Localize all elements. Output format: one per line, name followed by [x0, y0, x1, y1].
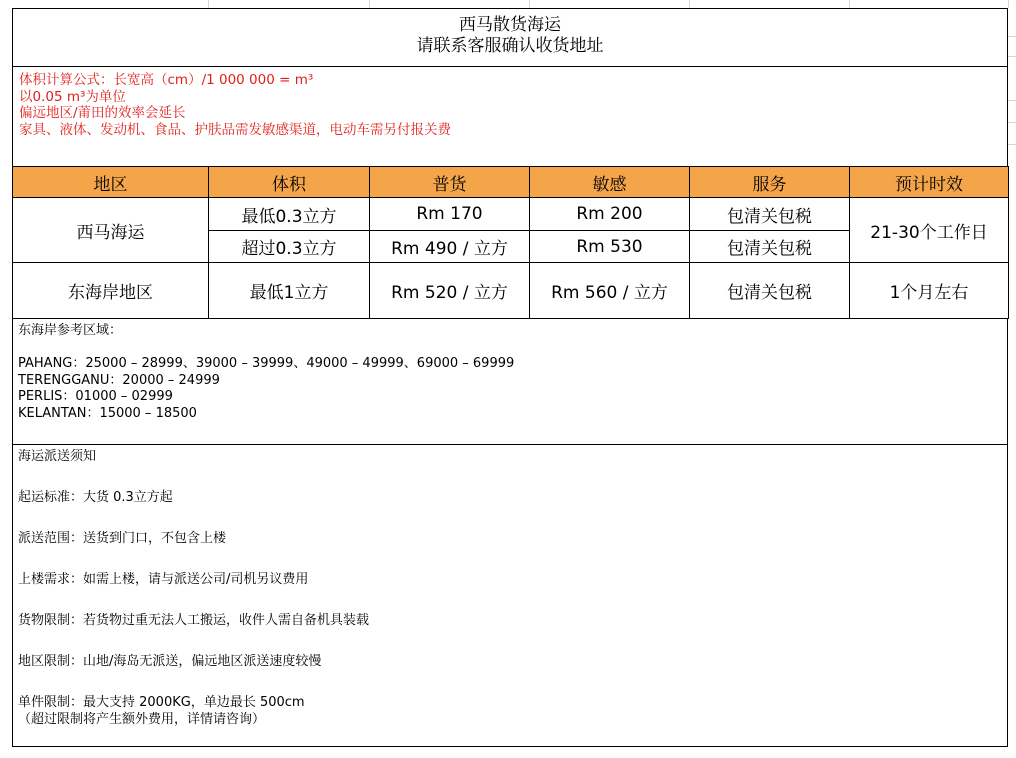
- rate-table: [12, 166, 1009, 319]
- east-general: Rm 520 / 立方: [370, 263, 530, 319]
- header-region: 地区: [13, 167, 209, 198]
- west-eta-cell: 21-30个工作日: [850, 198, 1009, 263]
- note-remote-areas: 偏远地区/莆田的效率会延长: [19, 105, 186, 121]
- notice-heading: 海运派送须知: [18, 449, 97, 464]
- west-service-2: 包清关包税: [690, 231, 850, 263]
- west-general-1: Rm 170: [370, 198, 530, 231]
- west-service-1: 包清关包税: [690, 198, 850, 231]
- title-line-1: 西马散货海运: [459, 15, 561, 35]
- header-eta: 预计时效: [850, 167, 1009, 198]
- notes-block: [12, 66, 1008, 166]
- notice-item-start-standard: 起运标准：大货 0.3立方起: [18, 490, 173, 505]
- east-service: 包清关包税: [690, 263, 850, 319]
- header-sensitive: 敏感: [530, 167, 690, 198]
- west-general-2: Rm 490 / 立方: [370, 231, 530, 263]
- west-volume-1: 最低0.3立方: [209, 198, 370, 231]
- note-sensitive-goods: 家具、液体、发动机、食品、护肤品需发敏感渠道，电动车需另付报关费: [19, 121, 451, 138]
- header-service: 服务: [690, 167, 850, 198]
- east-volume: 最低1立方: [209, 263, 370, 319]
- table-row: [13, 263, 1009, 319]
- reference-terengganu: TERENGGANU：20000 – 24999: [18, 372, 220, 388]
- title-line-2: 请联系客服确认收货地址: [416, 36, 604, 56]
- reference-kelantan: KELANTAN：15000 – 18500: [18, 405, 197, 421]
- title-block: [12, 8, 1008, 66]
- west-sensitive-1: Rm 200: [530, 198, 690, 231]
- notice-item-upstairs: 上楼需求：如需上楼，请与派送公司/司机另议费用: [18, 572, 309, 587]
- notice-item-delivery-scope: 派送范围：送货到门口，不包含上楼: [18, 531, 227, 546]
- header-general: 普货: [370, 167, 530, 198]
- table-row: [13, 198, 1009, 231]
- notice-item-cargo-limit: 货物限制：若货物过重无法人工搬运，收件人需自备机具装载: [18, 613, 370, 628]
- reference-perlis: PERLIS：01000 – 02999: [18, 389, 173, 404]
- east-region-cell: 东海岸地区: [13, 263, 209, 319]
- reference-heading: 东海岸参考区域：: [18, 323, 123, 338]
- west-region-cell: 西马海运: [13, 198, 209, 263]
- notice-item-piece-limit: 单件限制：最大支持 2000KG，单边最长 500cm: [18, 695, 305, 710]
- notice-item-region-limit: 地区限制：山地/海岛无派送，偏远地区派送速度较慢: [18, 654, 322, 669]
- note-unit: 以0.05 m³为单位: [19, 88, 126, 105]
- note-volume-formula: 体积计算公式：长宽高（cm）/1 000 000 = m³: [19, 72, 314, 88]
- reference-pahang: PAHANG：25000 – 28999、39000 – 39999、49000 – 49999、69000 – 69999: [18, 356, 515, 371]
- table-header-row: [13, 167, 1009, 198]
- east-eta: 1个月左右: [850, 263, 1009, 319]
- delivery-notice: [12, 445, 1008, 747]
- west-volume-2: 超过0.3立方: [209, 231, 370, 263]
- east-coast-reference: [12, 319, 1008, 445]
- notice-footnote: （超过限制将产生额外费用，详情请咨询）: [18, 711, 266, 727]
- west-sensitive-2: Rm 530: [530, 231, 690, 263]
- shipping-rate-sheet: [12, 8, 1008, 747]
- header-volume: 体积: [209, 167, 370, 198]
- east-sensitive: Rm 560 / 立方: [530, 263, 690, 319]
